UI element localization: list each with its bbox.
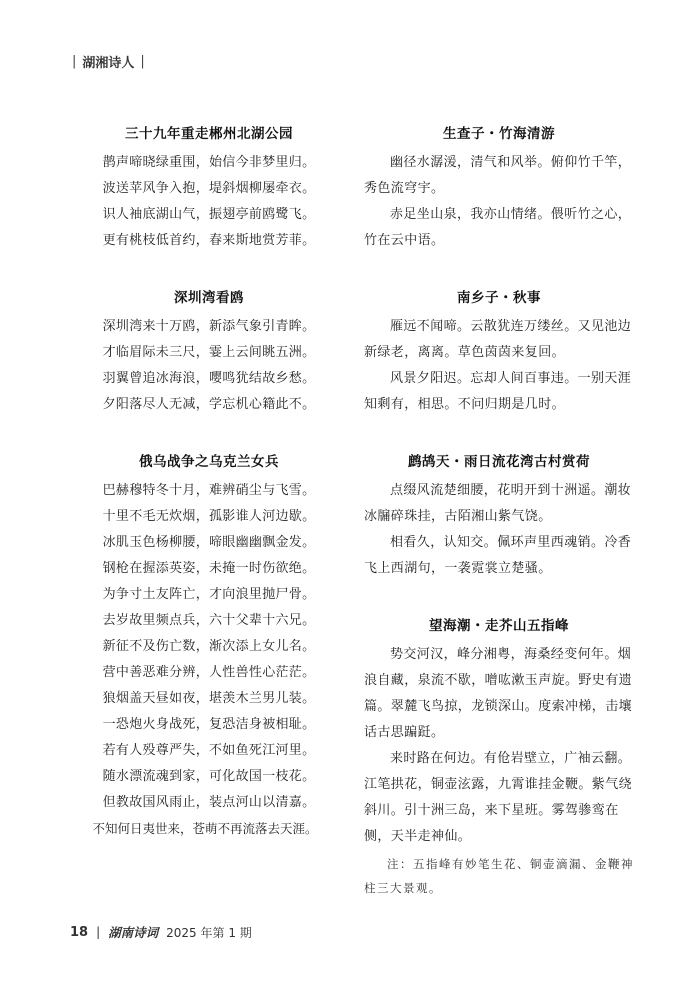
poem-title: 深圳湾看鸥: [174, 290, 244, 306]
poem-line: 识人袖底湖山气，振翅亭前鸥鹭飞。: [102, 207, 316, 222]
poem-title: 三十九年重走郴州北湖公园: [125, 126, 293, 142]
poem-stanza: 风景夕阳迟。忘却人间百事违。一别天涯知剩有，相思。不问归期是几时。: [364, 371, 632, 412]
poem-line: 营中善恶难分辨，人性兽性心茫茫。: [102, 665, 316, 680]
poem-line: 羽翼曾追冰海浪，嘤鸣犹结故乡愁。: [102, 371, 316, 386]
poem-title: 鹧鸪天・雨日流花湾古村赏荷: [408, 454, 590, 470]
poem-title: 望海潮・走芥山五指峰: [429, 618, 569, 634]
poem-line: 更有桃枝低首约，春来斯地赏芳菲。: [102, 233, 316, 248]
page-footer: [70, 923, 252, 941]
poem-stanza: 点缀风流楚细腰，花明开到十洲遥。潮妆冰牖碎珠挂，古陌湘山紫气饶。: [364, 483, 632, 524]
section-title: 湖湘诗人: [82, 56, 135, 71]
poem-line: 去岁故里频点兵，六十父辈十六兄。: [102, 613, 316, 628]
poem: [364, 614, 634, 900]
poem-stanza: 雁远不闻啼。云散犹连万缕丝。又见池边新绿老，离离。草色茵茵来复回。: [364, 319, 632, 360]
poem-title: 生查子・竹海清游: [443, 126, 555, 142]
poem-stanza: 幽径水潺湲，清气和风举。俯仰竹千竿，秀色流穹宇。: [364, 155, 632, 196]
poem: [364, 450, 634, 582]
poem-line: 钢枪在握添英姿，未掩一时伤欲绝。: [102, 561, 316, 576]
poem-stanza: 势交河汉，峰分湘粤，海桑经变何年。烟浪自藏，泉流不歇，噌吰漱玉声旋。野史有遗篇。翠麓飞鸟掠，龙锁深山。度索冲梯，击壤话古思蹁跹。: [364, 647, 633, 740]
poem-line: 才临眉际未三尺，霎上云间眺五洲。: [102, 345, 316, 360]
poem-line: 十里不毛无炊烟，孤影谁人河边歇。: [102, 509, 316, 524]
footer-divider: |: [96, 925, 101, 939]
poem-line: 为争寸土友阵亡，才向浪里抛尸骨。: [102, 587, 316, 602]
poem-line: 随水漂流魂到家，可化故国一枝花。: [102, 769, 316, 784]
page-number: 18: [70, 924, 89, 940]
poem-note: 注：五指峰有妙笔生花、铜壶滴漏、金鞭神柱三大景观。: [364, 857, 634, 895]
poem-line: 若有人殁尊严失，不如鱼死江河里。: [102, 743, 316, 758]
section-header: [72, 52, 145, 71]
poem: [78, 122, 340, 254]
poem-stanza: 来时路在何边。有伧岩壁立，广袖云翻。江笔拱花，铜壶泫露，九霄谁挂金鞭。紫气绕斜川。引十洲三岛，来下星班。雾驾骖鸾在侧，天半走神仙。: [364, 751, 633, 844]
poem-stanza: 相看久，认知交。佩环声里西魂销。冷香飞上西湖句，一袭霓裳立楚骚。: [364, 535, 632, 576]
poem-line: 鹊声啼晓绿重围，始信今非梦里归。: [102, 155, 316, 170]
poem-line: 巴赫穆特冬十月，难辨硝尘与飞雪。: [102, 483, 316, 498]
right-column: [364, 122, 634, 900]
poem: [78, 450, 340, 842]
poem: [364, 122, 634, 254]
poem: [364, 286, 634, 418]
poem-line: 深圳湾来十万鸥，新添气象引青眸。: [102, 319, 316, 334]
poem-line: 新征不及伤亡数，渐次添上女儿名。: [102, 639, 316, 654]
poem-title: 南乡子・秋事: [457, 290, 541, 306]
poem-line: 夕阳落尽人无减，学忘机心籍此不。: [102, 397, 316, 412]
magazine-logo: 湖南诗词: [108, 925, 159, 940]
poem-line: 冰肌玉色杨柳腰，啼眼幽幽飘金发。: [102, 535, 316, 550]
header-bar-right: |: [140, 54, 145, 69]
poem-line: 一恐炮火身战死，复恐洁身被相耻。: [102, 717, 316, 732]
header-bar-left: |: [72, 54, 77, 69]
poem-stanza: 赤足坐山泉，我亦山情绪。偎听竹之心，竹在云中语。: [364, 207, 632, 248]
poem-line: 狼烟盖天昼如夜，堪羡木兰男儿装。: [102, 691, 316, 706]
left-column: [78, 122, 340, 842]
poem: [78, 286, 340, 418]
poem-line: 波送苹风争入抱，堤斜烟柳屡牵衣。: [102, 181, 316, 196]
poem-title: 俄乌战争之乌克兰女兵: [139, 454, 279, 470]
poem-line: 不知何日夷世来，苍萌不再流落去天涯。: [92, 821, 318, 836]
issue-label: 2025 年第 1 期: [166, 925, 252, 940]
poem-line: 但教故国风雨止，装点河山以清嘉。: [102, 795, 316, 810]
